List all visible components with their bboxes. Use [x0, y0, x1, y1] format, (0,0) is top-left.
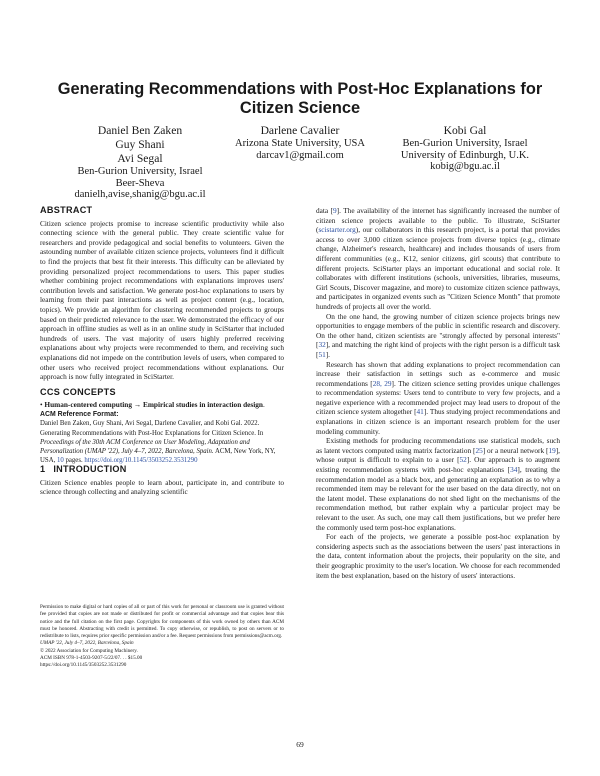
text: ]. The availability of the internet has significantly increased the number of citizen science projects available to the public. To illustrate, SciStarter ( [316, 206, 560, 235]
author-affiliation: Beer-Sheva [115, 177, 165, 189]
citation-link[interactable]: 25 [475, 445, 483, 455]
permission-isbn: ACM ISBN 978-1-4503-9207-5/22/07. . . $15.00 [40, 655, 143, 662]
author-affiliation: Ben-Gurion University, Israel [77, 166, 203, 177]
paragraph [316, 436, 560, 532]
author-name: Darlene Cavalier [260, 124, 340, 137]
ref-pages: 10 [57, 456, 64, 464]
ccs-concept: Human-centered computing → Empirical studies in interaction design [44, 400, 263, 410]
citation-link[interactable]: 9 [333, 206, 337, 215]
citation-link[interactable]: 34 [510, 465, 518, 475]
text: ]. The citizen science setting provides unique challenges to recommendation systems: Users tend to contribute to very few projects, and a negative experience with a recommended project may lead users to dropout of the citizen science system altogether [ [316, 378, 560, 417]
paragraph [316, 312, 560, 360]
text: ]. [325, 349, 330, 359]
citation-link[interactable]: 19 [548, 445, 556, 455]
abstract-text: Citizen science projects promise to increase scientific productivity while also connecting science with the general public. They create scientific value for researchers and provide pedagogical and social benefits to volunteers. Given the astounding number of available citizen science projects, volunteers find it difficult to find the projects that best fit their interests. This difficulty can be alleviated by providing personalized project recommendations to users. This paper studies whether combining project recommendations with explanations improves users' contribution levels and satisfaction. We generate post-hoc explanations to users by learning from their past interactions as well as project content (e.g., location, topics). We provide an algorithm for clustering recommended projects to groups based on their predicted relevance to the user. We demonstrated the efficacy of our approach in offline studies as well as in an online study in SciStarter that included hundreds of users. The vast majority of users highly preferred receiving explanations about why projects were recommended to them, and receiving such explanations did not impede on the contribution levels of users, when compared to other users who received project recommendations without explanations. Our approach is now fully integrated in SciStarter. [40, 218, 284, 382]
text: ), our collaborators in this research project, is a portal that provides access to over 3,000 citizen science projects from diverse topics (e.g., climate change, Alzheimer's research, healthcare) and includes thousands of users from different communities (e.g., K12, senior citizens, girl scouts) that contribute to different projects. SciStarter plays an important educational and social role. It collaborates with different institutions (schools, universities, libraries, museums, Girl Scouts, Discover magazine, and more) to customize citizen science pathways, and participates in organized events such as "Citizen Science Month" that promote hundreds of projects all over the world. [316, 225, 560, 311]
ref-text: Daniel Ben Zaken, Guy Shani, Avi Segal, Darlene Cavalier, and Kobi Gal. 2022. Generating Recommendations with Post-Hoc Explanations for Citizen Science. In [40, 420, 264, 437]
author-email: danielh,avise,shanig@bgu.ac.il [74, 189, 206, 200]
ref-venue: Proceedings of the 30th ACM Conference on User Modeling, Adaptation and Personalization (UMAP '22), July 4–7, 2022, Barcelona, Spain. [40, 438, 250, 455]
permission-venue [40, 640, 284, 647]
ref-text: ACM, New York, NY, USA, [40, 447, 276, 464]
text: ], treating the recommendation model as a black box, and generating an explanation as to why a recommended item may be relevant for the user based on the data directly, not on the latent model. These explanations do not shed light on the mechanisms of the recommendation method, but rather explain why a particular project may be relevant to the user. As such, one may call them justifications, but we prefer here the commonly used term post-hoc explanations. [316, 465, 560, 532]
ccs-heading: CCS CONCEPTS [40, 386, 116, 397]
left-column [40, 206, 284, 497]
author-affiliation: Ben-Gurion University, Israel [402, 138, 528, 149]
scistarter-link[interactable]: scistarter.org [318, 225, 356, 235]
reference-format-text [40, 419, 284, 464]
venue: UMAP '22, July 4–7, 2022, Barcelona, Spain [40, 640, 134, 647]
paragraph [316, 206, 560, 312]
permission-block [40, 604, 284, 670]
text: data [ [316, 206, 334, 215]
author-name: Daniel Ben Zaken [97, 124, 183, 137]
reference-format-heading: ACM Reference Format: [40, 410, 119, 418]
ref-text: pages. [63, 456, 85, 464]
author-affiliation: Arizona State University, USA [235, 138, 365, 149]
text: ]. Thus studying project recommendations and explanations in citizen science is an important research problem for the user modeling community. [316, 407, 560, 436]
text: ] or a neural network [ [482, 445, 549, 455]
citation-link[interactable]: 32 [318, 340, 326, 350]
ccs-bullet: • [40, 400, 43, 410]
citation-link[interactable]: 52 [459, 455, 467, 465]
author-name: Kobi Gal [443, 124, 487, 137]
section-number: 1 [40, 463, 46, 474]
ref-doi-link[interactable]: https://doi.org/10.1145/3503252.3531290 [84, 456, 198, 464]
intro-text: Citizen Science enables people to learn about, participate in, and contribute to science through collecting and analyzing scientific [40, 477, 284, 497]
text: On the one hand, the growing number of citizen science projects brings new opportunities to engage members of the public in scientific research and discovery. On the other hand, citizen scientists are "strongly affected by personal interests" [ [316, 311, 560, 350]
paragraph [316, 360, 560, 437]
author-email: darcav1@gmail.com [256, 149, 344, 161]
author-block-3 [370, 124, 560, 173]
permission-copyright: © 2022 Association for Computing Machinery. [40, 647, 138, 654]
text: ], and matching the right kind of projects with the right person is a difficult task [ [316, 340, 560, 359]
page-number: 69 [296, 740, 304, 749]
author-name: Avi Segal [117, 152, 163, 165]
author-affiliation: University of Edinburgh, U.K. [400, 149, 530, 161]
citation-link[interactable]: 51 [318, 349, 326, 359]
paper-title: Generating Recommendations with Post-Hoc Explanations for Citizen Science [57, 80, 543, 117]
abstract-heading: ABSTRACT [40, 205, 93, 215]
citation-link[interactable]: 41 [416, 407, 424, 417]
author-name: Guy Shani [115, 138, 165, 151]
citation-link[interactable]: 28, 29 [372, 378, 392, 388]
text: Existing methods for producing recommendations use statistical models, such as latent vectors computed using matrix factorization [ [316, 436, 560, 455]
author-block-2 [205, 124, 395, 161]
section-title: INTRODUCTION [53, 463, 127, 474]
text: ]. Our approach is to augment existing recommendation systems with post-hoc explanations [ [316, 455, 560, 475]
text: Research has shown that adding explanations to project recommendation can increase their satisfaction in settings such as e-commerce and music recommendations [ [316, 359, 560, 388]
author-email: kobig@bgu.ac.il [430, 161, 500, 172]
ccs-concepts [40, 400, 284, 410]
ccs-end: . [262, 400, 265, 410]
paragraph: For each of the projects, we generate a possible post-hoc explanation by considering aspects such as the associations between the users' past interactions in the data, content information about the projects, their popularity on the site, and their geographic proximity to the user's location. We choose for each recommended item the best explanation, based on the history of users' interactions. [316, 532, 560, 580]
intro-heading [40, 465, 284, 475]
right-column [316, 206, 560, 580]
text: ], whose output is difficult to explain to a user [ [316, 445, 560, 465]
permission-text: Permission to make digital or hard copies of all or part of this work for personal or classroom use is granted without fee provided that copies are not made or distributed for profit or commercial advantage and that copies bear this notice and the full citation on the first page. Copyrights for components of this work owned by others than ACM must be honored. Abstracting with credit is permitted. To copy otherwise, or republish, to post on servers or to redistribute to lists, requires prior specific permission and/or a fee. Request permissions from permissions@acm.org. [40, 604, 284, 640]
permission-doi: https://doi.org/10.1145/3503252.3531290 [40, 662, 127, 669]
